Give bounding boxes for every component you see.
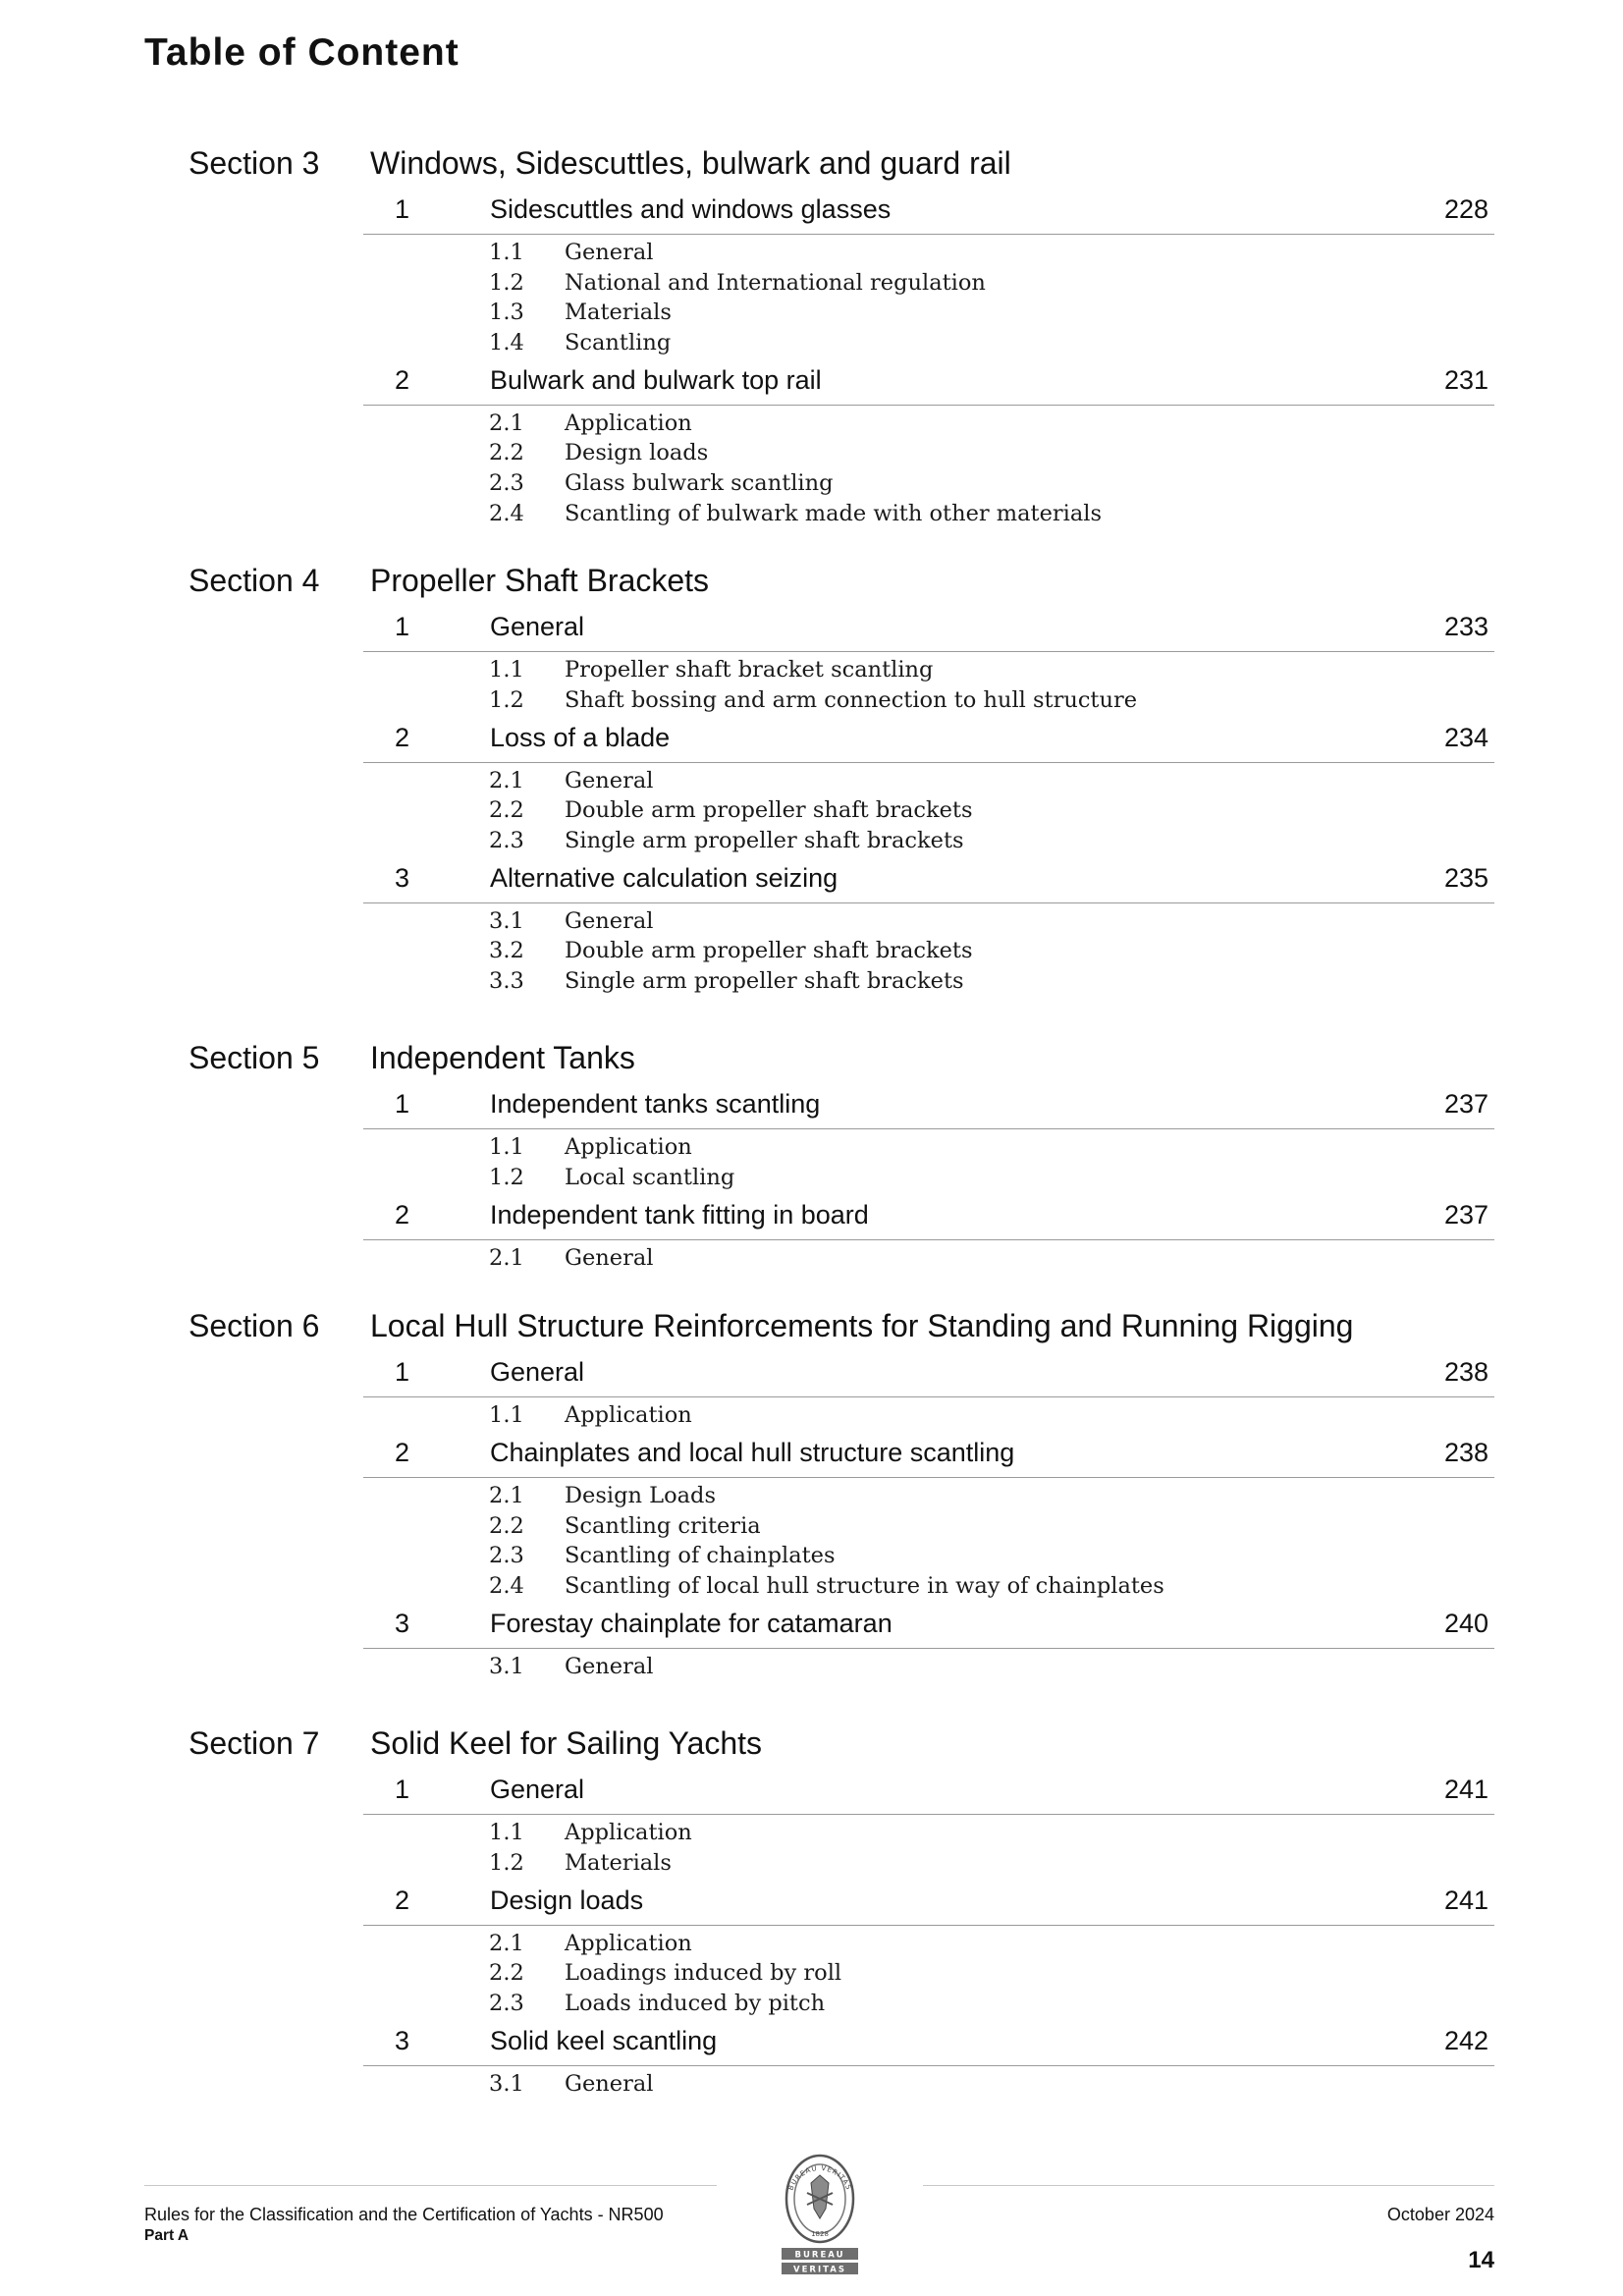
sub-item-title: Application bbox=[565, 1134, 692, 1160]
section-label: Section 6 bbox=[189, 1308, 320, 1343]
sub-item bbox=[0, 1931, 1623, 1960]
article-title: Independent tanks scantling bbox=[490, 1089, 821, 1119]
sub-item bbox=[0, 270, 1623, 300]
article-title: Forestay chainplate for catamaran bbox=[490, 1608, 893, 1638]
section-title: Solid Keel for Sailing Yachts bbox=[370, 1725, 763, 1761]
article-page-number: 228 bbox=[1443, 194, 1488, 224]
article-number: 1 bbox=[395, 1775, 410, 1804]
bureau-veritas-logo-icon bbox=[770, 2154, 870, 2277]
sub-item bbox=[0, 1820, 1623, 1849]
sub-item-number: 2.3 bbox=[489, 827, 524, 853]
footer-divider-left bbox=[144, 2185, 717, 2186]
sub-item-title: Loads induced by pitch bbox=[565, 1990, 826, 2016]
section-heading bbox=[0, 145, 1623, 189]
sub-item-title: Design loads bbox=[565, 440, 709, 466]
sub-item-title: Double arm propeller shaft brackets bbox=[565, 797, 973, 824]
sub-item-title: Loadings induced by roll bbox=[565, 1960, 842, 1987]
article-title: Solid keel scantling bbox=[490, 2025, 718, 2055]
sub-item bbox=[0, 1134, 1623, 1164]
sub-item bbox=[0, 1960, 1623, 1990]
sub-item-number: 2.2 bbox=[489, 1960, 524, 1987]
section-heading bbox=[0, 1040, 1623, 1083]
sub-item bbox=[0, 908, 1623, 938]
article-number: 3 bbox=[395, 2025, 410, 2055]
sub-item bbox=[0, 687, 1623, 717]
article-row bbox=[363, 723, 1494, 763]
sub-item bbox=[0, 2071, 1623, 2101]
sub-item-number: 1.1 bbox=[489, 657, 524, 683]
sub-item-number: 3.3 bbox=[489, 968, 524, 994]
sub-item-number: 2.1 bbox=[489, 1930, 524, 1956]
logo-year: 1828 bbox=[811, 2230, 829, 2238]
sub-item-number: 3.2 bbox=[489, 938, 524, 964]
article-row bbox=[363, 1775, 1494, 1815]
section-title: Independent Tanks bbox=[370, 1040, 635, 1075]
sub-item-number: 2.3 bbox=[489, 1543, 524, 1569]
sub-item-number: 1.1 bbox=[489, 1402, 524, 1428]
sub-item-number: 1.4 bbox=[489, 329, 524, 355]
sub-item-title: General bbox=[565, 2070, 654, 2097]
article-page-number: 234 bbox=[1443, 722, 1488, 752]
sub-item-title: Glass bulwark scantling bbox=[565, 470, 834, 496]
article-row bbox=[363, 1089, 1494, 1129]
logo-word-bureau: BUREAU bbox=[794, 2250, 845, 2261]
sub-item bbox=[0, 938, 1623, 967]
footer-part: Part A bbox=[144, 2227, 189, 2244]
sub-item-number: 1.1 bbox=[489, 1820, 524, 1845]
sub-item bbox=[0, 1402, 1623, 1432]
article-number: 3 bbox=[395, 1608, 410, 1638]
sub-item bbox=[0, 1543, 1623, 1572]
sub-item-number: 1.2 bbox=[489, 269, 524, 296]
section-title: Windows, Sidescuttles, bulwark and guard rail bbox=[370, 145, 1011, 181]
article-row bbox=[363, 612, 1494, 652]
sub-item-number: 1.2 bbox=[489, 1164, 524, 1190]
page-title: Table of Content bbox=[144, 31, 460, 74]
article-row bbox=[363, 1357, 1494, 1397]
sub-item-number: 1.3 bbox=[489, 300, 524, 326]
sub-item bbox=[0, 470, 1623, 500]
sub-item-title: General bbox=[565, 767, 654, 793]
article-title: Sidescuttles and windows glasses bbox=[490, 194, 892, 224]
article-page-number: 235 bbox=[1443, 862, 1488, 893]
article-number: 2 bbox=[395, 364, 410, 395]
sub-item bbox=[0, 1573, 1623, 1603]
sub-item-number: 1.2 bbox=[489, 1849, 524, 1876]
sub-item-title: Materials bbox=[565, 300, 672, 326]
article-number: 2 bbox=[395, 1199, 410, 1230]
sub-item-number: 1.2 bbox=[489, 686, 524, 713]
sub-item-title: Double arm propeller shaft brackets bbox=[565, 938, 973, 964]
article-number: 1 bbox=[395, 194, 410, 224]
section-label: Section 3 bbox=[189, 145, 320, 181]
article-title: Design loads bbox=[490, 1885, 644, 1915]
article-title: General bbox=[490, 1775, 585, 1804]
sub-item bbox=[0, 1850, 1623, 1880]
sub-item-title: Application bbox=[565, 1930, 692, 1956]
article-title: Independent tank fitting in board bbox=[490, 1199, 869, 1230]
sub-item-number: 3.1 bbox=[489, 1653, 524, 1679]
article-title: Alternative calculation seizing bbox=[490, 862, 839, 893]
article-title: General bbox=[490, 1357, 585, 1387]
sub-item-title: National and International regulation bbox=[565, 269, 986, 296]
sub-item bbox=[0, 1165, 1623, 1194]
footer-document-title: Rules for the Classification and the Certification of Yachts - NR500 bbox=[144, 2205, 664, 2224]
sub-item bbox=[0, 968, 1623, 998]
sub-item bbox=[0, 1513, 1623, 1543]
article-row bbox=[363, 1438, 1494, 1478]
section-label: Section 5 bbox=[189, 1040, 320, 1075]
article-page-number: 242 bbox=[1443, 2025, 1488, 2055]
section-heading bbox=[0, 1725, 1623, 1769]
sub-item-title: Scantling of chainplates bbox=[565, 1543, 836, 1569]
sub-item-title: Scantling of local hull structure in way of chainplates bbox=[565, 1572, 1164, 1599]
sub-item-title: Materials bbox=[565, 1849, 672, 1876]
footer-divider-right bbox=[923, 2185, 1494, 2186]
sub-item-number: 3.1 bbox=[489, 2070, 524, 2097]
article-number: 2 bbox=[395, 1438, 410, 1467]
article-title: Chainplates and local hull structure scantling bbox=[490, 1438, 1015, 1467]
article-page-number: 237 bbox=[1443, 1089, 1488, 1119]
sub-item-title: Single arm propeller shaft brackets bbox=[565, 827, 964, 853]
sub-item-title: Local scantling bbox=[565, 1164, 735, 1190]
sub-item-title: Scantling bbox=[565, 329, 672, 355]
sub-item-title: Application bbox=[565, 410, 692, 436]
sub-item-title: General bbox=[565, 1653, 654, 1679]
article-number: 3 bbox=[395, 862, 410, 893]
sub-item-title: General bbox=[565, 240, 654, 265]
sub-item-number: 2.2 bbox=[489, 440, 524, 466]
article-row bbox=[363, 1886, 1494, 1926]
logo-arc-text: BUREAU VERITAS bbox=[786, 2163, 853, 2192]
sub-item bbox=[0, 501, 1623, 530]
sub-item bbox=[0, 828, 1623, 857]
sub-item-number: 3.1 bbox=[489, 907, 524, 934]
sub-item-number: 2.1 bbox=[489, 1483, 524, 1508]
article-row bbox=[363, 365, 1494, 406]
sub-item bbox=[0, 300, 1623, 329]
sub-item-title: Single arm propeller shaft brackets bbox=[565, 968, 964, 994]
footer-date: October 2024 bbox=[1386, 2205, 1494, 2224]
article-page-number: 238 bbox=[1443, 1357, 1488, 1387]
sub-item-title: Application bbox=[565, 1402, 692, 1428]
sub-item-title: Application bbox=[565, 1820, 692, 1845]
sub-item-number: 2.1 bbox=[489, 767, 524, 793]
section-title: Propeller Shaft Brackets bbox=[370, 563, 710, 598]
sub-item bbox=[0, 657, 1623, 686]
sub-item-title: Design Loads bbox=[565, 1483, 716, 1508]
article-row bbox=[363, 1200, 1494, 1240]
sub-item bbox=[0, 330, 1623, 359]
sub-item-number: 2.2 bbox=[489, 1512, 524, 1539]
sub-item bbox=[0, 1654, 1623, 1683]
article-page-number: 241 bbox=[1443, 1885, 1488, 1915]
article-title: Bulwark and bulwark top rail bbox=[490, 364, 822, 395]
article-title: General bbox=[490, 612, 585, 641]
section-heading bbox=[0, 563, 1623, 606]
sub-item-number: 2.4 bbox=[489, 1572, 524, 1599]
article-number: 2 bbox=[395, 1885, 410, 1915]
sub-item bbox=[0, 797, 1623, 827]
sub-item bbox=[0, 1991, 1623, 2020]
article-row bbox=[363, 1609, 1494, 1649]
sub-item-title: Propeller shaft bracket scantling bbox=[565, 657, 934, 683]
section-label: Section 4 bbox=[189, 563, 320, 598]
sub-item bbox=[0, 440, 1623, 469]
article-number: 1 bbox=[395, 1357, 410, 1387]
article-number: 1 bbox=[395, 1089, 410, 1119]
article-page-number: 241 bbox=[1443, 1775, 1488, 1804]
sub-item-title: Scantling of bulwark made with other materials bbox=[565, 500, 1103, 526]
sub-item-number: 2.4 bbox=[489, 500, 524, 526]
section-label: Section 7 bbox=[189, 1725, 320, 1761]
sub-item bbox=[0, 768, 1623, 797]
article-row bbox=[363, 863, 1494, 903]
sub-item-number: 2.1 bbox=[489, 1244, 524, 1271]
sub-item-number: 2.3 bbox=[489, 470, 524, 496]
section-title: Local Hull Structure Reinforcements for Standing and Running Rigging bbox=[370, 1308, 1354, 1343]
sub-item-title: General bbox=[565, 907, 654, 934]
article-row bbox=[363, 2026, 1494, 2066]
sub-item bbox=[0, 1245, 1623, 1275]
article-page-number: 237 bbox=[1443, 1199, 1488, 1230]
sub-item bbox=[0, 1483, 1623, 1512]
article-title: Loss of a blade bbox=[490, 722, 671, 752]
sub-item-title: Shaft bossing and arm connection to hull structure bbox=[565, 686, 1138, 713]
article-page-number: 238 bbox=[1443, 1438, 1488, 1467]
sub-item-title: General bbox=[565, 1244, 654, 1271]
sub-item bbox=[0, 240, 1623, 269]
sub-item-number: 2.2 bbox=[489, 797, 524, 824]
section-heading bbox=[0, 1308, 1623, 1351]
article-page-number: 233 bbox=[1443, 612, 1488, 641]
sub-item-number: 2.3 bbox=[489, 1990, 524, 2016]
article-row bbox=[363, 194, 1494, 235]
logo-word-veritas: VERITAS bbox=[793, 2265, 846, 2275]
article-page-number: 240 bbox=[1443, 1608, 1488, 1638]
article-number: 2 bbox=[395, 722, 410, 752]
sub-item-number: 1.1 bbox=[489, 240, 524, 265]
article-number: 1 bbox=[395, 612, 410, 641]
sub-item-number: 1.1 bbox=[489, 1134, 524, 1160]
footer-page-number: 14 bbox=[1468, 2247, 1494, 2273]
sub-item bbox=[0, 410, 1623, 440]
sub-item-number: 2.1 bbox=[489, 410, 524, 436]
article-page-number: 231 bbox=[1443, 364, 1488, 395]
sub-item-title: Scantling criteria bbox=[565, 1512, 761, 1539]
